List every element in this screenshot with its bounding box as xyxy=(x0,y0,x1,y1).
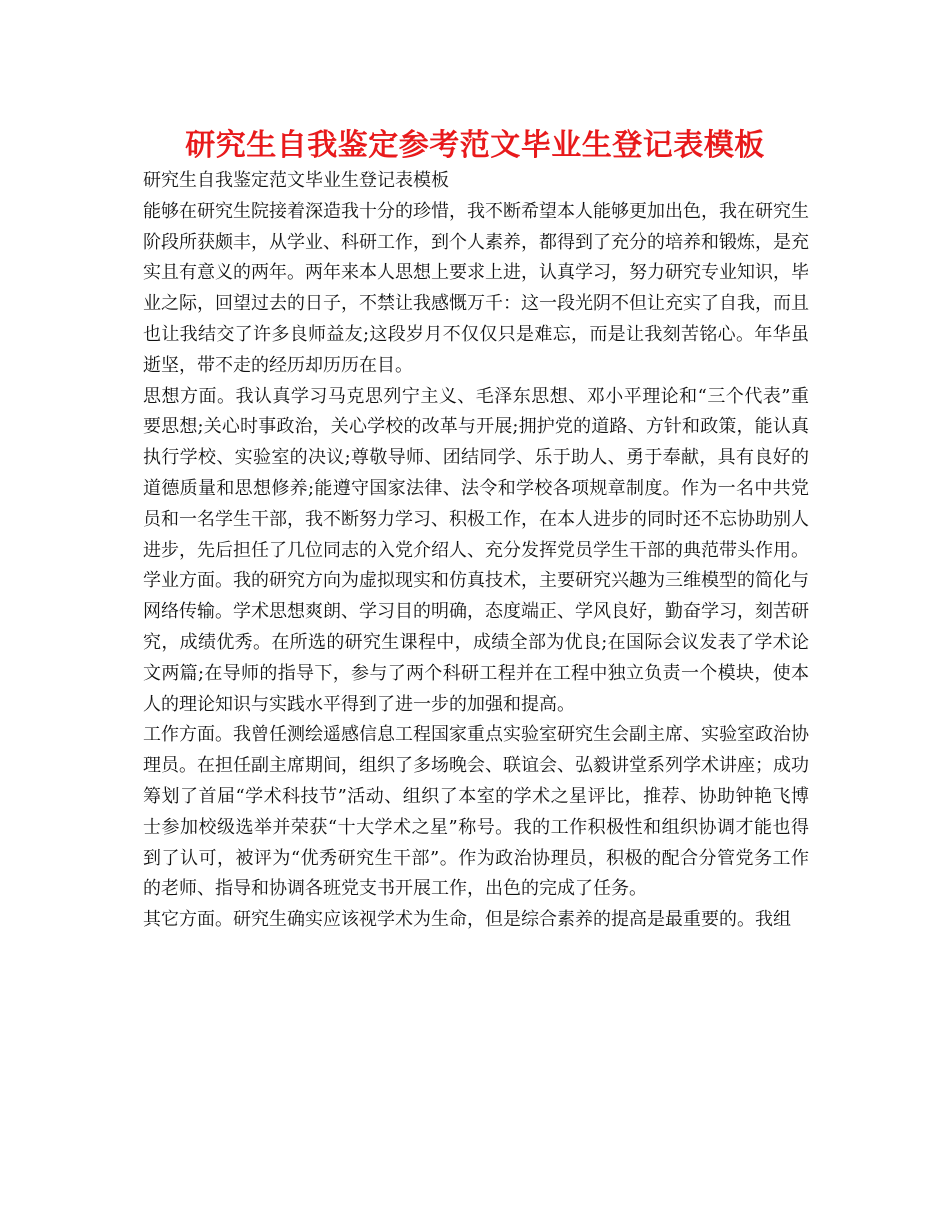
paragraph-ideology: 思想方面。我认真学习马克思列宁主义、毛泽东思想、邓小平理论和“三个代表”重要思想;关心时事政治，关心学校的改革与开展;拥护党的道路、方针和政策，能认真执行学校、实验室的决议;尊敬导师、团结同学、乐于助人、勇于奉献，具有良好的道德质量和思想修养;能遵守国家法律、法令和学校各项规章制度。作为一名中共党员和一名学生干部，我不断努力学习、积极工作，在本人进步的同时还不忘协助别人进步，先后担任了几位同志的入党介绍人、充分发挥党员学生干部的典范带头作用。 xyxy=(143,385,809,561)
document-subtitle: 研究生自我鉴定范文毕业生登记表模板 xyxy=(143,170,449,191)
paragraph-other: 其它方面。研究生确实应该视学术为生命，但是综合素养的提高是最重要的。我组 xyxy=(143,909,791,931)
paragraph-work: 工作方面。我曾任测绘遥感信息工程国家重点实验室研究生会副主席、实验室政治协理员。在担任副主席期间，组织了多场晚会、联谊会、弘毅讲堂系列学术讲座；成功筹划了首届“学术科技节”活动、组织了本室的学术之星评比，推荐、协助钟艳飞博士参加校级选举并荣获“十大学术之星”称号。我的工作积极性和组织协调才能也得到了认可，被评为“优秀研究生干部”。作为政治协理员，积极的配合分管党务工作的老师、指导和协调各班党支书开展工作，出色的完成了任务。 xyxy=(143,724,809,900)
paragraph-intro: 能够在研究生院接着深造我十分的珍惜，我不断希望本人能够更加出色，我在研究生阶段所获颇丰，从学业、科研工作，到个人素养，都得到了充分的培养和锻炼，是充实且有意义的两年。两年来本人思想上要求上进，认真学习，努力研究专业知识，毕业之际，回望过去的日子，不禁让我感慨万千：这一段光阴不但让充实了自我，而且也让我结交了许多良师益友;这段岁月不仅仅只是难忘，而是让我刻苦铭心。年华虽逝坚，带不走的经历却历历在目。 xyxy=(143,200,809,376)
document-title: 研究生自我鉴定参考范文毕业生登记表模板 xyxy=(185,128,765,163)
paragraph-academics: 学业方面。我的研究方向为虚拟现实和仿真技术，主要研究兴趣为三维模型的简化与网络传输。学术思想爽朗、学习目的明确，态度端正、学风良好，勤奋学习，刻苦研究，成绩优秀。在所选的研究生课程中，成绩全部为优良;在国际会议发表了学术论文两篇;在导师的指导下，参与了两个科研工程并在工程中独立负责一个模块，使本人的理论知识与实践水平得到了进一步的加强和提高。 xyxy=(143,570,809,715)
document-body xyxy=(143,166,809,936)
